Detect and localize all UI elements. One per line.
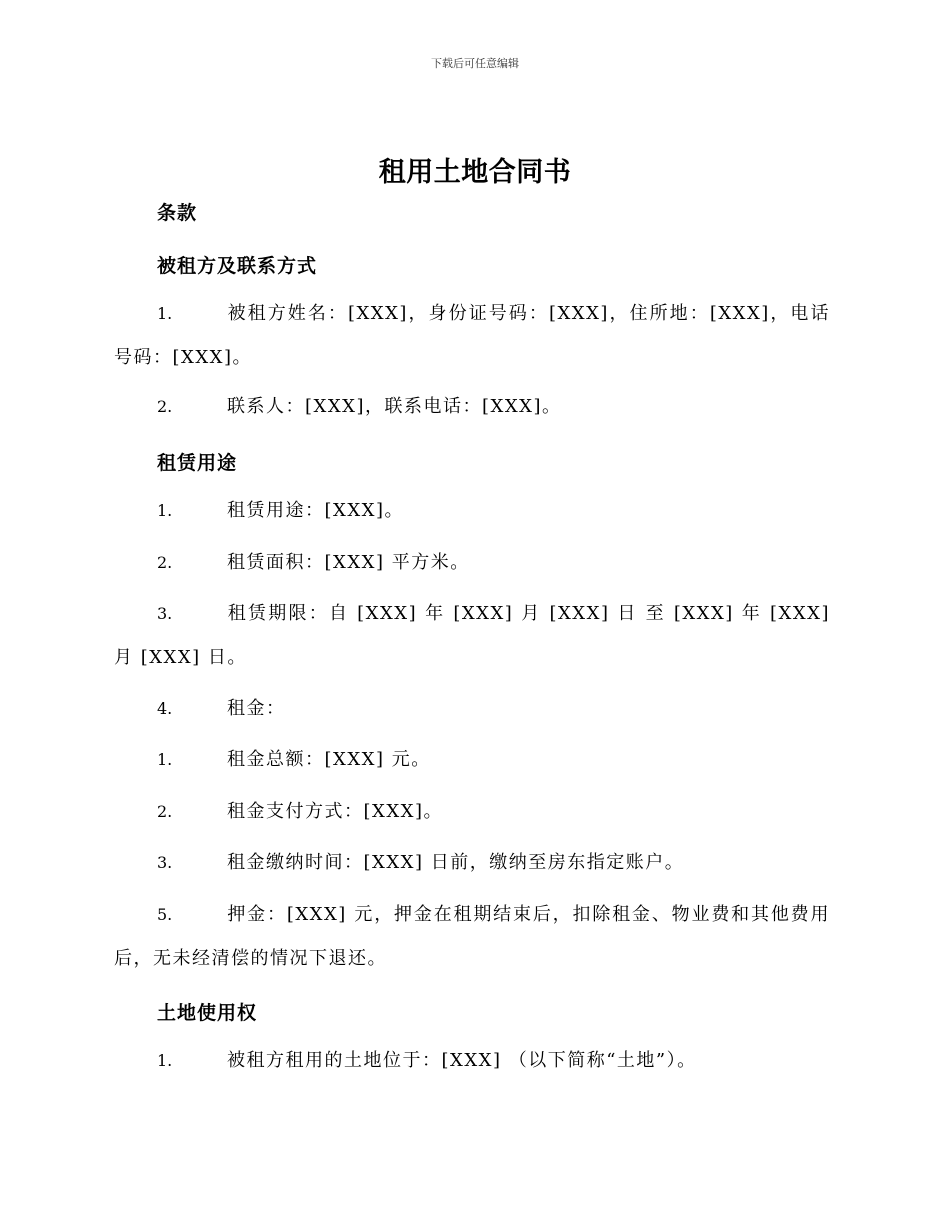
list-item-usage-2: [114, 541, 830, 585]
list-item-usage-4: [114, 687, 830, 731]
list-item-usage-5: [114, 893, 830, 981]
list-item-number: 1.: [157, 1051, 173, 1070]
list-item-usage-1: [114, 489, 830, 533]
list-item-text: 租赁用途：[XXX]。: [227, 500, 404, 521]
list-item-text: 租金缴纳时间：[XXX] 日前，缴纳至房东指定账户。: [227, 852, 685, 873]
list-item-text: 联系人：[XXX]，联系电话：[XXX]。: [227, 396, 562, 417]
list-item-number: 3.: [157, 604, 173, 623]
list-item-text: 押金：[XXX] 元，押金在租期结束后，扣除租金、物业费和其他费用后，无未经清偿的情况下退还。: [114, 904, 830, 969]
list-item-text: 租金总额：[XXX] 元。: [227, 749, 431, 770]
section-heading-land-rights: 土地使用权: [157, 1002, 258, 1024]
list-item-number: 2.: [157, 802, 173, 821]
list-item-rent-1: [114, 738, 830, 782]
list-item-text: 被租方租用的土地位于：[XXX] （以下简称“土地”）。: [227, 1050, 697, 1071]
list-item-text: 被租方姓名：[XXX]，身份证号码：[XXX]，住所地：[XXX]，电话号码：[XXX]。: [114, 303, 830, 368]
list-item-rent-2: [114, 790, 830, 834]
list-item-number: 4.: [157, 699, 173, 718]
list-item-number: 2.: [157, 397, 173, 416]
header-note: 下载后可任意编辑: [431, 57, 519, 70]
list-item-number: 2.: [157, 553, 173, 572]
list-item-land-1: [114, 1039, 830, 1083]
list-item-lessee-2: [114, 385, 830, 429]
document-title: 租用土地合同书: [378, 157, 572, 188]
list-item-lessee-1: [114, 292, 830, 380]
section-heading-lessee: 被租方及联系方式: [157, 255, 318, 277]
list-item-number: 1.: [157, 501, 173, 520]
list-item-text: 租赁面积：[XXX] 平方米。: [227, 552, 470, 573]
list-item-number: 1.: [157, 304, 173, 323]
list-item-number: 1.: [157, 750, 173, 769]
list-item-text: 租金：: [227, 698, 286, 719]
list-item-number: 5.: [157, 905, 173, 924]
list-item-usage-3: [114, 592, 830, 680]
list-item-text: 租金支付方式：[XXX]。: [227, 801, 443, 822]
list-item-text: 租赁期限：自 [XXX] 年 [XXX] 月 [XXX] 日 至 [XXX] 年 [XXX] 月 [XXX] 日。: [114, 603, 830, 668]
list-item-number: 3.: [157, 853, 173, 872]
section-heading-usage: 租赁用途: [157, 452, 238, 474]
section-heading-clauses: 条款: [157, 202, 198, 224]
list-item-rent-3: [114, 841, 830, 885]
